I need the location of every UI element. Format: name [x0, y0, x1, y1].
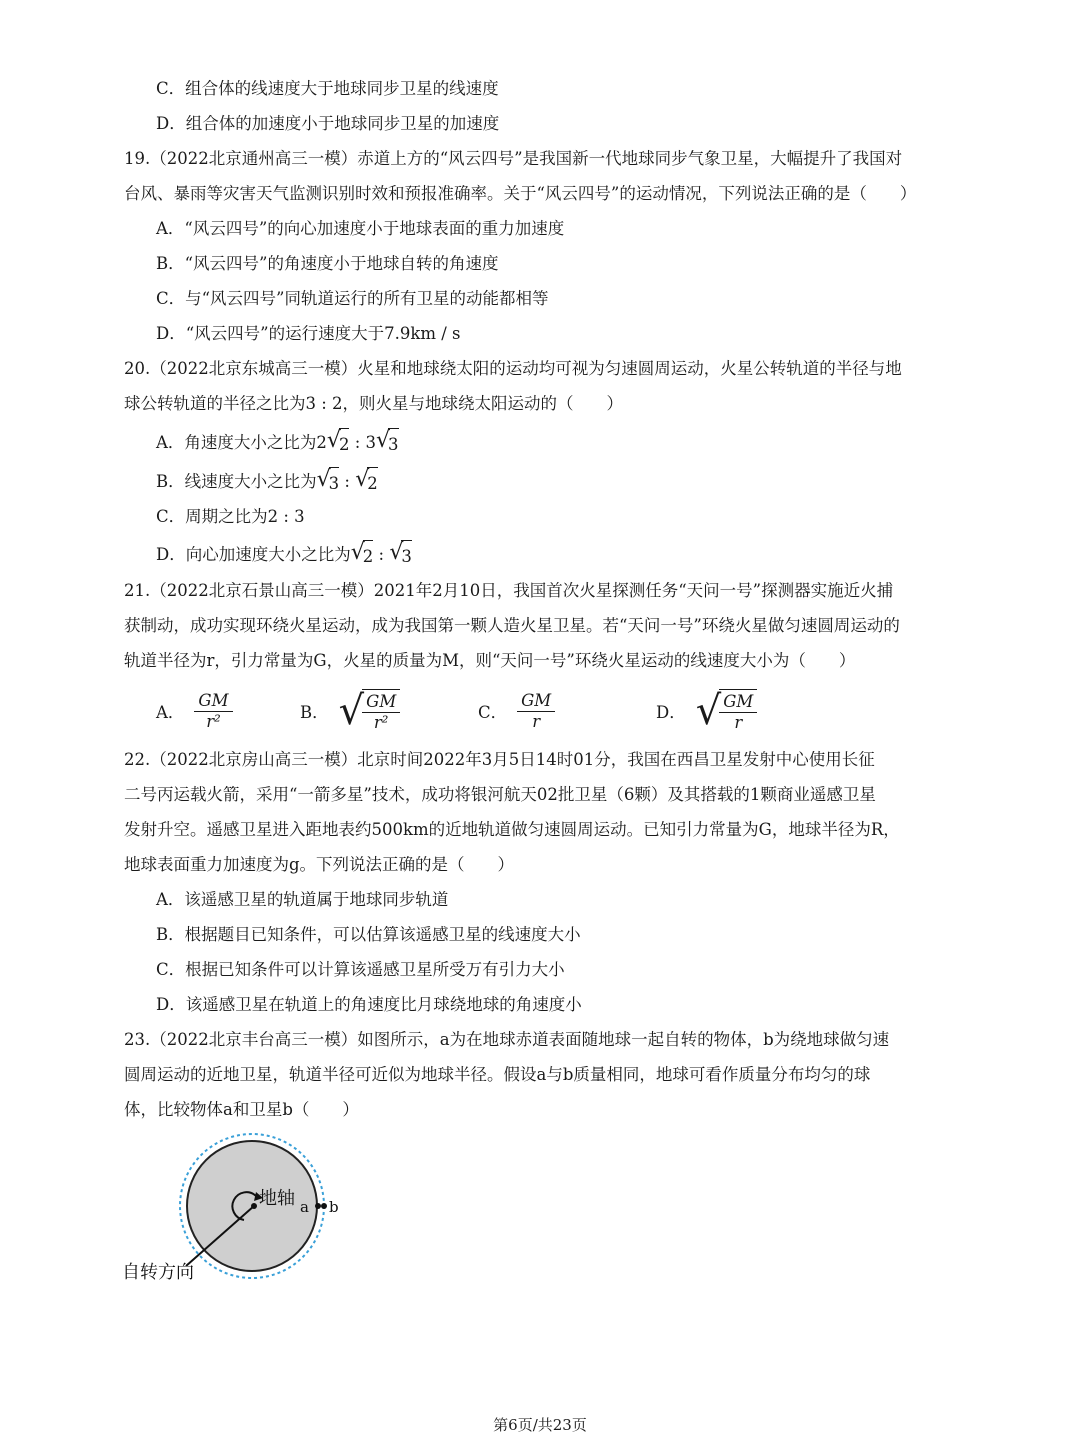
sqrt-symbol: √ 3 [317, 467, 340, 498]
q20-option-b: B．线速度大小之比为 √ 3 : √ 2 [156, 467, 996, 498]
q22-option-c: C．根据已知条件可以计算该遥感卫星所受万有引力大小 [156, 960, 565, 979]
sqrt-symbol: √ $\frac{GM}{\text{r²}}$ [339, 689, 401, 733]
rotation-direction-label: 自转方向 [122, 1262, 194, 1283]
object-a-dot [315, 1203, 321, 1209]
sqrt-symbol: √ 3 [376, 428, 399, 459]
q22-option-b: B．根据题目已知条件，可以估算该遥感卫星的线速度大小 [156, 925, 581, 944]
sqrt-symbol: √ 2 [327, 428, 350, 459]
fraction: $\frac{GM}{\text{r²}}$ [194, 691, 232, 732]
q20-option-c: C．周期之比为2 : 3 [156, 507, 305, 526]
fraction: $\frac{GM}{\text{r²}}$ [362, 692, 400, 733]
q20-option-d: D．向心加速度大小之比为 √ 2 : √ 3 [156, 540, 996, 571]
q21-option-a: A． $\frac{GM}{\text{r²}}$ [156, 684, 233, 738]
sqrt-symbol: √ 3 [389, 540, 412, 571]
satellite-b-dot [321, 1203, 327, 1209]
q22-stem-line1: 22.（2022北京房山高三一模）北京时间2022年3月5日14时01分，我国在西昌卫星发射中心使用长征 [124, 750, 875, 769]
q23-stem-line3: 体，比较物体a和卫星b（ ） [124, 1100, 359, 1119]
q19-stem-line1: 19.（2022北京通州高三一模）赤道上方的“风云四号”是我国新一代地球同步气象卫星，大幅提升了我国对 [124, 149, 903, 168]
axis-label: 地轴 [259, 1188, 295, 1209]
q20-stem-line1: 20.（2022北京东城高三一模）火星和地球绕太阳的运动均可视为匀速圆周运动，火星公转轨道的半径与地 [124, 359, 902, 378]
q21-stem-line3: 轨道半径为r，引力常量为G，火星的质量为M，则“天问一号”环绕火星运动的线速度大小为（ ） [124, 651, 856, 670]
q19-option-d: D．“风云四号”的运行速度大于7.9km / s [156, 324, 461, 343]
page-footer: 第6页/共23页 [493, 1416, 587, 1434]
q21-stem-line2: 获制动，成功实现环绕火星运动，成为我国第一颗人造火星卫星。若“天问一号”环绕火星做匀速圆周运动的 [124, 616, 900, 635]
q21-option-d: D． √ $\frac{GM}{r}$ [656, 684, 757, 738]
sqrt-symbol: √ 2 [355, 467, 378, 498]
q21-stem-line1: 21.（2022北京石景山高三一模）2021年2月10日，我国首次火星探测任务“天问一号”探测器实施近火捕 [124, 581, 894, 600]
q22-option-d: D．该遥感卫星在轨道上的角速度比月球绕地球的角速度小 [156, 995, 582, 1014]
q19-stem-line2: 台风、暴雨等灾害天气监测识别时效和预报准确率。关于“风云四号”的运动情况，下列说法正确的是（ ） [124, 184, 917, 203]
q19-option-b: B．“风云四号”的角速度小于地球自转的角速度 [156, 254, 499, 273]
q19-option-a: A．“风云四号”的向心加速度小于地球表面的重力加速度 [156, 219, 565, 238]
q23-stem-line1: 23.（2022北京丰台高三一模）如图所示，a为在地球赤道表面随地球一起自转的物体，b为绕地球做匀速 [124, 1030, 890, 1049]
b-label: b [329, 1198, 339, 1216]
q23-stem-line2: 圆周运动的近地卫星，轨道半径可近似为地球半径。假设a与b质量相同，地球可看作质量分布均匀的球 [124, 1065, 871, 1084]
q20-stem-line2: 球公转轨道的半径之比为3 : 2，则火星与地球绕太阳运动的（ ） [124, 394, 624, 413]
q22-stem-line3: 发射升空。遥感卫星进入距地表约500km的近地轨道做匀速圆周运动。已知引力常量为G，地球半径为R， [124, 820, 900, 839]
fraction: $\frac{GM}{r}$ [719, 692, 757, 733]
q22-stem-line2: 二号丙运载火箭，采用“一箭多星”技术，成功将银河航天02批卫星（6颗）及其搭载的1颗商业遥感卫星 [124, 785, 876, 804]
sqrt-symbol: √ $\frac{GM}{r}$ [696, 689, 758, 733]
q22-option-a: A．该遥感卫星的轨道属于地球同步轨道 [156, 890, 449, 909]
earth-rotation-diagram [116, 1128, 339, 1288]
q22-stem-line4: 地球表面重力加速度为g。下列说法正确的是（ ） [124, 855, 515, 874]
q20-option-a: A．角速度大小之比为2 √ 2 : 3 √ 3 [156, 428, 996, 459]
q18-option-d: D．组合体的加速度小于地球同步卫星的加速度 [156, 114, 500, 133]
q18-option-c: C．组合体的线速度大于地球同步卫星的线速度 [156, 79, 499, 98]
q19-option-c: C．与“风云四号”同轨道运行的所有卫星的动能都相等 [156, 289, 549, 308]
fraction: $\frac{GM}{r}$ [517, 691, 555, 732]
a-label: a [300, 1198, 309, 1216]
q21-option-c: C． $\frac{GM}{r}$ [478, 684, 555, 738]
q21-option-b: B． √ $\frac{GM}{\text{r²}}$ [300, 684, 400, 738]
sqrt-symbol: √ 2 [351, 540, 374, 571]
